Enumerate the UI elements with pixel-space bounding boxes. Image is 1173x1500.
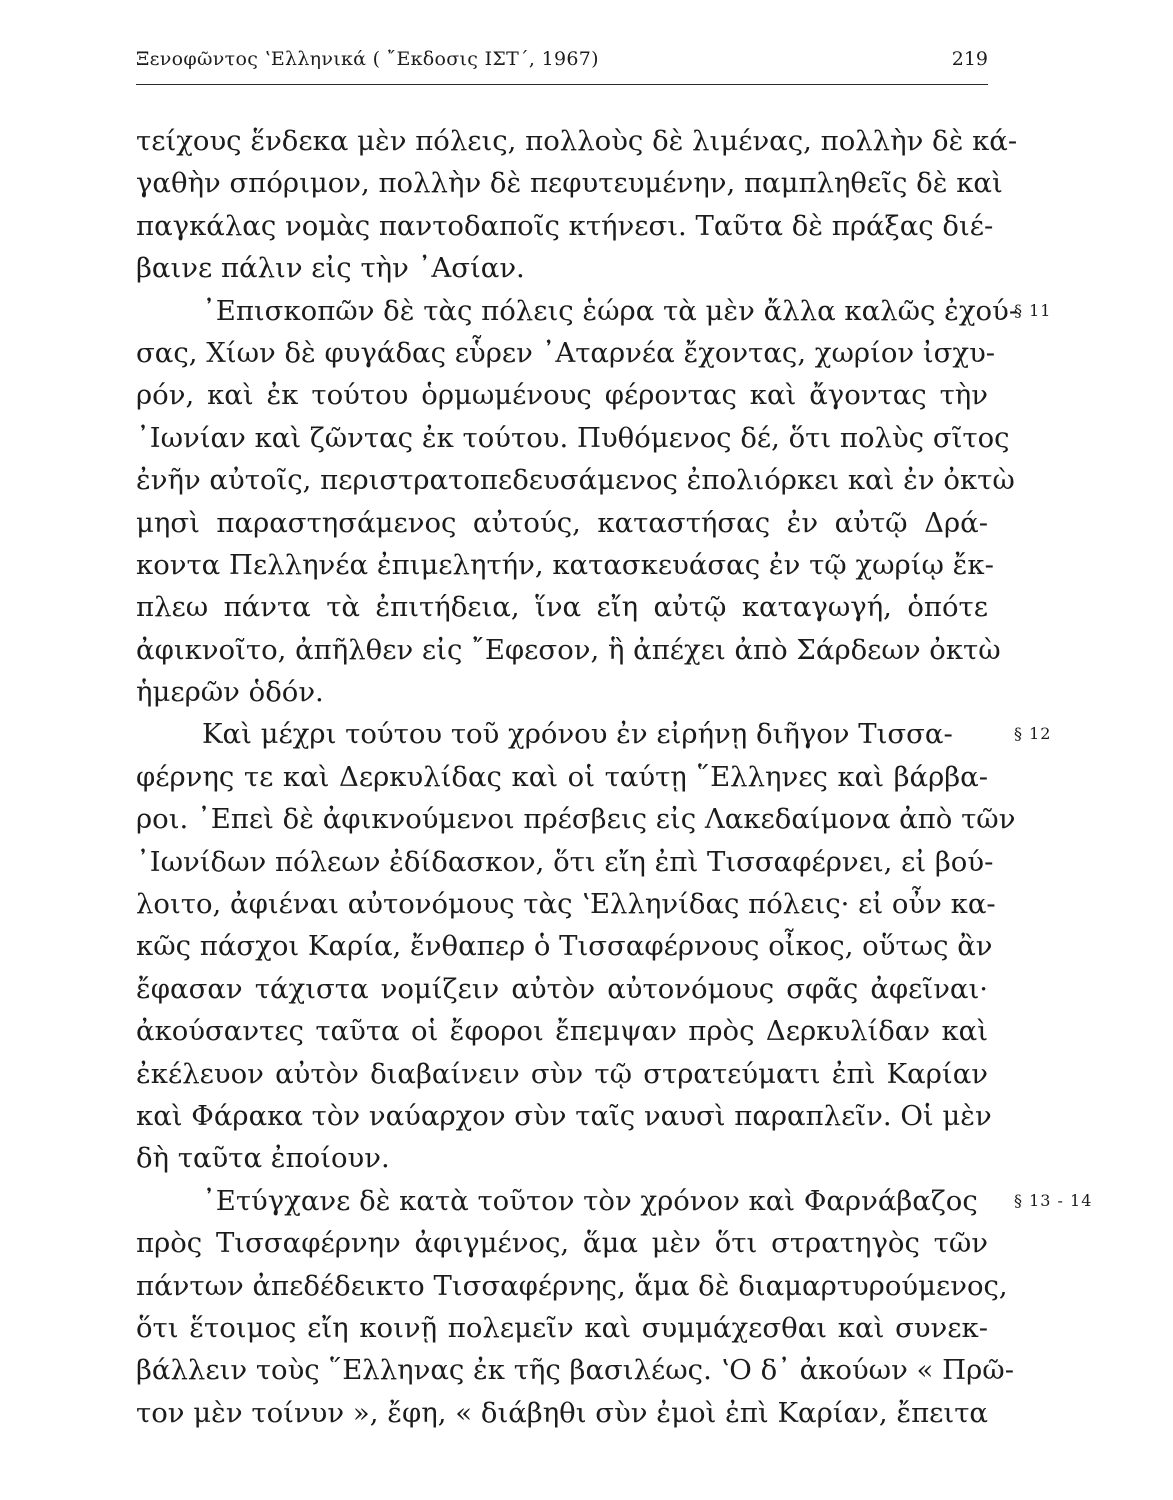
text-line-content: ὅτι ἕτοιμος εἴη κοινῇ πολεμεῖν καὶ συμμάχεσθαι καὶ συνεκ- [136, 1311, 988, 1344]
text-line [136, 1307, 988, 1349]
text-line [136, 1180, 1093, 1222]
text-line-content: ἔφασαν τάχιστα νομίζειν αὐτὸν αὐτονόμους σφᾶς ἀφεῖναι· [136, 972, 988, 1005]
text-line-content: καὶ Φάρακα τὸν ναύαρχον σὺν ταῖς ναυσὶ παραπλεῖν. Οἱ μὲν [136, 1099, 992, 1132]
text-line [136, 1095, 992, 1137]
text-line-content: ρόν, καὶ ἐκ τούτου ὁρμωμένους φέροντας καὶ ἄγοντας τὴν [136, 379, 988, 412]
text-line-content: βάλλειν τοὺς ῞Ελληνας ἐκ τῆς βασιλέως. ʽΟ δ᾿ ἀκούων « Πρῶ- [136, 1354, 1014, 1387]
text-line-content: πρὸς Τισσαφέρνην ἀφιγμένος, ἅμα μὲν ὅτι στρατηγὸς τῶν [136, 1227, 988, 1260]
text-line-content: ᾿Επισκοπῶν δὲ τὰς πόλεις ἑώρα τὰ μὲν ἄλλα καλῶς ἐχού- [202, 294, 1019, 327]
text-line-content: Καὶ μέχρι τούτου τοῦ χρόνου ἐν εἰρήνῃ διῆγον Τισσα- [202, 718, 953, 751]
text-line [136, 586, 988, 628]
running-title: Ξενοφῶντος ʽΕλληνικά ( ῎Εκδοσις ΙΣΤ΄, 1967) [136, 48, 599, 70]
text-line-content: κῶς πάσχοι Καρία, ἔνθαπερ ὁ Τισσαφέρνους οἶκος, οὕτως ἂν [136, 930, 993, 963]
text-line [136, 374, 988, 416]
text-line [136, 798, 1016, 840]
text-line [136, 883, 996, 925]
text-line [136, 925, 993, 967]
text-line [136, 756, 988, 798]
text-line [136, 968, 988, 1010]
text-line [136, 544, 994, 586]
text-line-content: πλεω πάντα τὰ ἐπιτήδεια, ἵνα εἴη αὐτῷ καταγωγή, ὁπότε [136, 591, 988, 624]
text-line-content: τείχους ἕνδεκα μὲν πόλεις, πολλοὺς δὲ λιμένας, πολλὴν δὲ κά- [136, 125, 1018, 157]
text-line [136, 841, 994, 883]
text-line-content: ἀφικνοῖτο, ἀπῆλθεν εἰς ῎Εφεσον, ἣ ἀπέχει ἀπὸ Σάρδεων ὀκτὼ [136, 633, 1001, 666]
text-line-content: λοιτο, ἀφιέναι αὐτονόμους τὰς ʽΕλληνίδας πόλεις· εἰ οὖν κα- [136, 888, 996, 921]
text-line-content: ἡμερῶν ὁδόν. [136, 676, 324, 709]
text-line [136, 1349, 1014, 1391]
text-line-content: τον μὲν τοίνυν », ἔφη, « διάβηθι σὺν ἐμοὶ ἐπὶ Καρίαν, ἔπειτα [136, 1396, 988, 1429]
text-line [136, 162, 1003, 204]
text-line-content: κοντα Πελληνέα ἐπιμελητήν, κατασκευάσας ἐν τῷ χωρίῳ ἔκ- [136, 548, 994, 581]
text-line [136, 247, 988, 289]
text-line-content: βαινε πάλιν εἰς τὴν ᾿Ασίαν. [136, 252, 525, 285]
text-line-content: φέρνης τε καὶ Δερκυλίδας καὶ οἱ ταύτῃ ῞Ελληνες καὶ βάρβα- [136, 760, 988, 793]
running-header [136, 48, 988, 78]
text-line [136, 332, 996, 374]
text-line [136, 1222, 988, 1264]
text-line [136, 671, 988, 713]
text-line [136, 713, 1052, 755]
text-line-content: ᾿Ιωνίδων πόλεων ἐδίδασκον, ὅτι εἴη ἐπὶ Τισσαφέρνει, εἰ βού- [136, 845, 994, 878]
text-line-content: ἀκούσαντες ταῦτα οἱ ἔφοροι ἔπεμψαν πρὸς Δερκυλίδαν καὶ [136, 1015, 988, 1048]
text-line-content: ροι. ᾿Επεὶ δὲ ἀφικνούμενοι πρέσβεις εἰς Λακεδαίμονα ἀπὸ τῶν [136, 803, 1016, 836]
text-line-content: ἐκέλευον αὐτὸν διαβαίνειν σὺν τῷ στρατεύματι ἐπὶ Καρίαν [136, 1057, 988, 1090]
text-line [136, 459, 1015, 501]
page-number: 219 [951, 48, 988, 70]
text-line [136, 205, 994, 247]
section-marker: § 12 [1014, 724, 1052, 744]
section-marker: § 13 - 14 [1014, 1190, 1093, 1210]
text-line-content: παγκάλας νομὰς παντοδαποῖς κτήνεσι. Ταῦτα δὲ πράξας διέ- [136, 209, 994, 242]
text-line-content: ᾿Ιωνίαν καὶ ζῶντας ἐκ τούτου. Πυθόμενος δέ, ὅτι πολὺς σῖτος [136, 421, 1010, 454]
text-line [136, 120, 1018, 162]
text-line-content: ἐνῆν αὐτοῖς, περιστρατοπεδευσάμενος ἐπολιόρκει καὶ ἐν ὀκτὼ [136, 464, 1015, 497]
text-line [136, 1137, 988, 1179]
text-line [136, 417, 1010, 459]
text-line-content: σας, Χίων δὲ φυγάδας εὗρεν ᾿Αταρνέα ἔχοντας, χωρίον ἰσχυ- [136, 336, 996, 369]
body-text [136, 120, 1093, 1434]
text-line [136, 290, 1052, 332]
section-marker: § 11 [1014, 300, 1052, 320]
text-line-content: δὴ ταῦτα ἐποίουν. [136, 1142, 390, 1175]
text-line [136, 1265, 1008, 1307]
text-line [136, 1053, 988, 1095]
text-line-content: μησὶ παραστησάμενος αὐτούς, καταστήσας ἐν αὐτῷ Δρά- [136, 506, 988, 539]
header-rule [136, 84, 988, 85]
text-line-content: πάντων ἀπεδέδεικτο Τισσαφέρνης, ἅμα δὲ διαμαρτυρούμενος, [136, 1269, 1008, 1302]
text-line [136, 629, 1001, 671]
text-line-content: γαθὴν σπόριμον, πολλὴν δὲ πεφυτευμένην, παμπληθεῖς δὲ καὶ [136, 167, 1003, 200]
text-line [136, 1392, 988, 1434]
text-line-content: ᾿Ετύγχανε δὲ κατὰ τοῦτον τὸν χρόνον καὶ Φαρνάβαζος [202, 1184, 978, 1217]
text-line [136, 502, 988, 544]
text-line [136, 1010, 988, 1052]
